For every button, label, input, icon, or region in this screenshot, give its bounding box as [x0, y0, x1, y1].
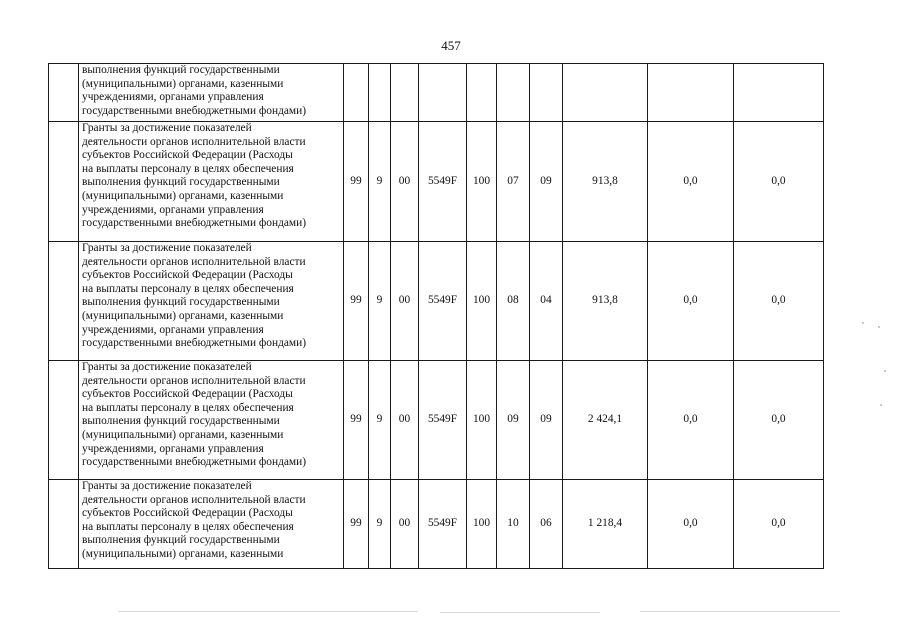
- ministry-code: 99: [344, 480, 369, 569]
- section-code: 10: [497, 480, 530, 569]
- description-line: государственными внебюджетными фондами): [82, 337, 307, 350]
- third-year-value: 0,0: [734, 242, 824, 361]
- description-cell: [79, 480, 344, 569]
- expense-type-code: 100: [467, 242, 497, 361]
- description-line: субъектов Российской Федерации (Расходы: [82, 149, 293, 162]
- code-cell: [369, 64, 391, 122]
- description-cell: [79, 122, 344, 242]
- amount-cell: [734, 64, 824, 122]
- row-number-cell: [49, 480, 79, 569]
- description-line: субъектов Российской Федерации (Расходы: [82, 507, 293, 520]
- amount-value: 913,8: [563, 122, 648, 242]
- description-line: Гранты за достижение показателей: [82, 122, 252, 134]
- description-cell: [79, 242, 344, 361]
- scan-artifact: [862, 322, 864, 324]
- amount-cell: [563, 64, 648, 122]
- description-line: на выплаты персоналу в целях обеспечения: [82, 162, 294, 175]
- second-year-value: 0,0: [648, 361, 734, 480]
- table-row: [49, 480, 824, 569]
- row-number-cell: [49, 242, 79, 361]
- description-cell: [79, 64, 344, 122]
- subsection-code: 09: [530, 122, 563, 242]
- scan-artifact: [884, 370, 886, 372]
- description-line: государственными внебюджетными фондами): [82, 217, 307, 230]
- row-number-cell: [49, 64, 79, 122]
- description-line: (муниципальными) органами, казенными: [82, 428, 284, 441]
- description-line: (муниципальными) органами, казенными: [82, 77, 284, 90]
- description-line: учреждениями, органами управления: [82, 442, 264, 455]
- code-cell: [419, 64, 467, 122]
- expense-type-code: 100: [467, 480, 497, 569]
- page-number: 457: [441, 38, 461, 53]
- subsection-code: 06: [530, 480, 563, 569]
- third-year-value: 0,0: [734, 361, 824, 480]
- section-code: 07: [497, 122, 530, 242]
- subsection-code: 04: [530, 242, 563, 361]
- expense-type-code: 100: [467, 361, 497, 480]
- description-line: государственными внебюджетными фондами): [82, 104, 307, 117]
- target-article-code: 5549F: [419, 361, 467, 480]
- scan-artifact: [440, 612, 600, 613]
- code-cell: [530, 64, 563, 122]
- ministry-code: 99: [344, 242, 369, 361]
- second-year-value: 0,0: [648, 480, 734, 569]
- description-line: выполнения функций государственными: [82, 534, 280, 547]
- program-code: 9: [369, 242, 391, 361]
- description-line: Гранты за достижение показателей: [82, 242, 252, 254]
- scan-artifact: [878, 326, 880, 328]
- description-line: учреждениями, органами управления: [82, 203, 264, 216]
- description-line: государственными внебюджетными фондами): [82, 456, 307, 469]
- budget-table: [48, 63, 824, 569]
- table-row: [49, 242, 824, 361]
- scan-artifact: [880, 404, 882, 406]
- description-line: Гранты за достижение показателей: [82, 361, 252, 373]
- subprogram-code: 00: [391, 361, 419, 480]
- table-row: [49, 361, 824, 480]
- program-code: 9: [369, 361, 391, 480]
- description-line: выполнения функций государственными: [82, 176, 280, 189]
- description-line: выполнения функций государственными: [82, 296, 280, 309]
- target-article-code: 5549F: [419, 122, 467, 242]
- description-line: деятельности органов исполнительной власти: [82, 135, 306, 148]
- description-line: субъектов Российской Федерации (Расходы: [82, 388, 293, 401]
- description-line: (муниципальными) органами, казенными: [82, 309, 284, 322]
- second-year-value: 0,0: [648, 242, 734, 361]
- expense-type-code: 100: [467, 122, 497, 242]
- description-line: деятельности органов исполнительной власти: [82, 255, 306, 268]
- description-line: (муниципальными) органами, казенными: [82, 547, 284, 560]
- amount-value: 913,8: [563, 242, 648, 361]
- program-code: 9: [369, 122, 391, 242]
- code-cell: [391, 64, 419, 122]
- code-cell: [467, 64, 497, 122]
- subprogram-code: 00: [391, 122, 419, 242]
- row-number-cell: [49, 361, 79, 480]
- ministry-code: 99: [344, 361, 369, 480]
- description-line: (муниципальными) органами, казенными: [82, 189, 284, 202]
- scan-artifact: [640, 611, 840, 612]
- table-body: [49, 64, 824, 569]
- program-code: 9: [369, 480, 391, 569]
- description-line: выполнения функций государственными: [82, 64, 280, 76]
- section-code: 09: [497, 361, 530, 480]
- description-line: на выплаты персоналу в целях обеспечения: [82, 401, 294, 414]
- description-line: Гранты за достижение показателей: [82, 480, 252, 492]
- description-line: деятельности органов исполнительной власти: [82, 374, 306, 387]
- description-cell: [79, 361, 344, 480]
- third-year-value: 0,0: [734, 122, 824, 242]
- subprogram-code: 00: [391, 480, 419, 569]
- amount-value: 2 424,1: [563, 361, 648, 480]
- description-line: учреждениями, органами управления: [82, 323, 264, 336]
- scan-artifact: [118, 611, 418, 612]
- section-code: 08: [497, 242, 530, 361]
- code-cell: [497, 64, 530, 122]
- target-article-code: 5549F: [419, 480, 467, 569]
- description-line: субъектов Российской Федерации (Расходы: [82, 269, 293, 282]
- target-article-code: 5549F: [419, 242, 467, 361]
- code-cell: [344, 64, 369, 122]
- description-line: выполнения функций государственными: [82, 415, 280, 428]
- continuation-row: [49, 64, 824, 122]
- subsection-code: 09: [530, 361, 563, 480]
- description-line: деятельности органов исполнительной власти: [82, 493, 306, 506]
- amount-value: 1 218,4: [563, 480, 648, 569]
- second-year-value: 0,0: [648, 122, 734, 242]
- ministry-code: 99: [344, 122, 369, 242]
- description-line: на выплаты персоналу в целях обеспечения: [82, 282, 294, 295]
- description-line: учреждениями, органами управления: [82, 91, 264, 104]
- row-number-cell: [49, 122, 79, 242]
- description-line: на выплаты персоналу в целях обеспечения: [82, 520, 294, 533]
- third-year-value: 0,0: [734, 480, 824, 569]
- table-row: [49, 122, 824, 242]
- amount-cell: [648, 64, 734, 122]
- subprogram-code: 00: [391, 242, 419, 361]
